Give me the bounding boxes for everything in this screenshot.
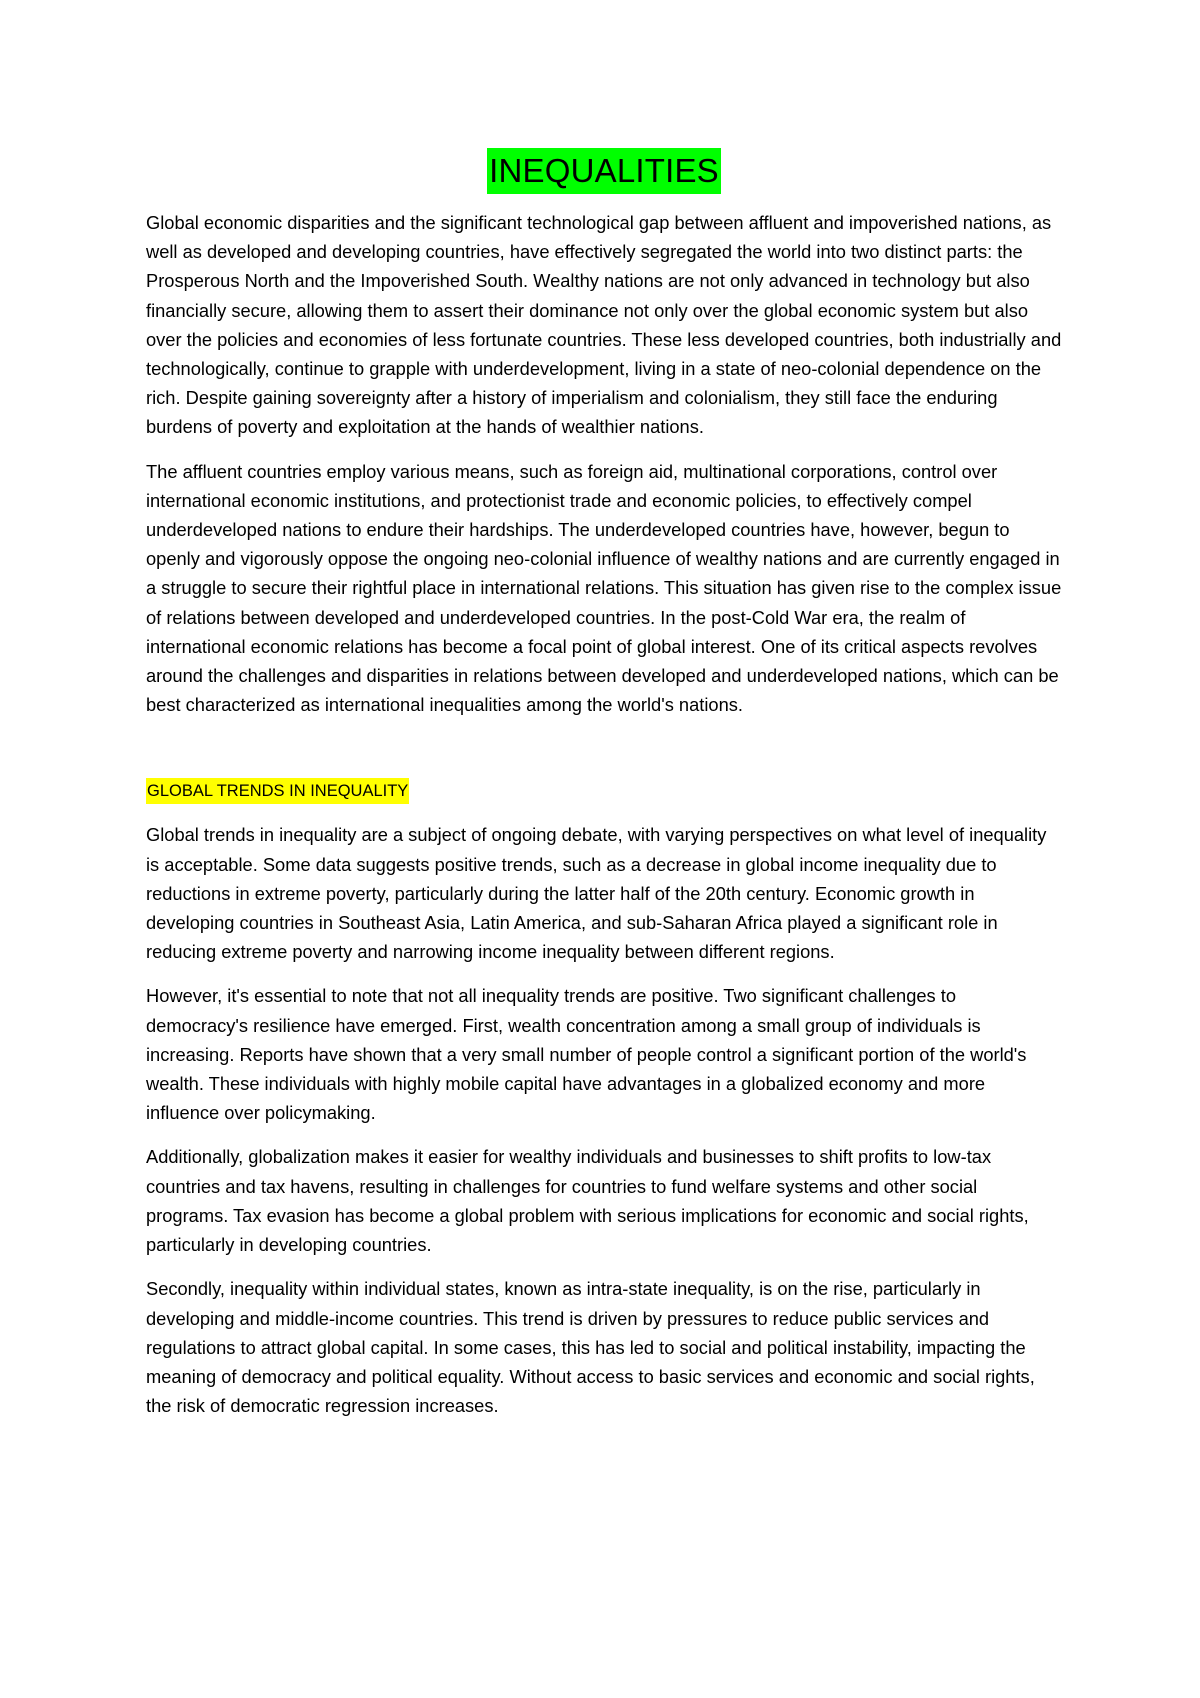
section-heading-container	[146, 778, 1062, 804]
document-title: INEQUALITIES	[487, 148, 721, 194]
document-page	[146, 148, 1062, 1435]
section-paragraph-2: However, it's essential to note that not all inequality trends are positive. Two significant challenges to democracy's resilience have emerged. First, wealth concentration among a small group of individuals is increasing. Reports have shown that a very small number of people control a significant portion of the world's wealth. These individuals with highly mobile capital have advantages in a globalized economy and more influence over policymaking.	[146, 985, 1027, 1124]
intro-paragraph-2: The affluent countries employ various means, such as foreign aid, multinational corporations, control over international economic institutions, and protectionist trade and economic policies, to effectively compel underdeveloped nations to endure their hardships. The underdeveloped countries have, however, begun to openly and vigorously oppose the ongoing neo-colonial influence of wealthy nations and are currently engaged in a struggle to secure their rightful place in international relations. This situation has given rise to the complex issue of relations between developed and underdeveloped countries. In the post-Cold War era, the realm of international economic relations has become a focal point of global interest. One of its critical aspects revolves around the challenges and disparities in relations between developed and underdeveloped nations, which can be best characterized as international inequalities among the world's nations.	[146, 460, 1062, 716]
title-container	[146, 148, 1062, 194]
section-heading: GLOBAL TRENDS IN INEQUALITY	[146, 778, 409, 804]
section-paragraph-1: Global trends in inequality are a subject of ongoing debate, with varying perspectives on what level of inequality is acceptable. Some data suggests positive trends, such as a decrease in global income inequality due to reductions in extreme poverty, particularly during the latter half of the 20th century. Economic growth in developing countries in Southeast Asia, Latin America, and sub-Saharan Africa played a significant role in reducing extreme poverty and narrowing income inequality between different regions.	[146, 824, 1047, 963]
section-paragraph-4: Secondly, inequality within individual states, known as intra-state inequality, is on the rise, particularly in developing and middle-income countries. This trend is driven by pressures to reduce public services and regulations to attract global capital. In some cases, this has led to social and political instability, impacting the meaning of democracy and political equality. Without access to basic services and economic and social rights, the risk of democratic regression increases.	[146, 1278, 1035, 1417]
section-spacer	[146, 734, 1062, 778]
intro-paragraph-1: Global economic disparities and the significant technological gap between affluent and impoverished nations, as well as developed and developing countries, have effectively segregated the world into two distinct parts: the Prosperous North and the Impoverished South. Wealthy nations are not only advanced in technology but also financially secure, allowing them to assert their dominance not only over the global economic system but also over the policies and economies of less fortunate countries. These less developed countries, both industrially and technologically, continue to grapple with underdevelopment, living in a state of neo-colonial dependence on the rich. Despite gaining sovereignty after a history of imperialism and colonialism, they still face the enduring burdens of poverty and exploitation at the hands of wealthier nations.	[146, 212, 1062, 438]
section-paragraph-3: Additionally, globalization makes it easier for wealthy individuals and businesses to shift profits to low-tax countries and tax havens, resulting in challenges for countries to fund welfare systems and other social programs. Tax evasion has become a global problem with serious implications for economic and social rights, particularly in developing countries.	[146, 1146, 1029, 1256]
